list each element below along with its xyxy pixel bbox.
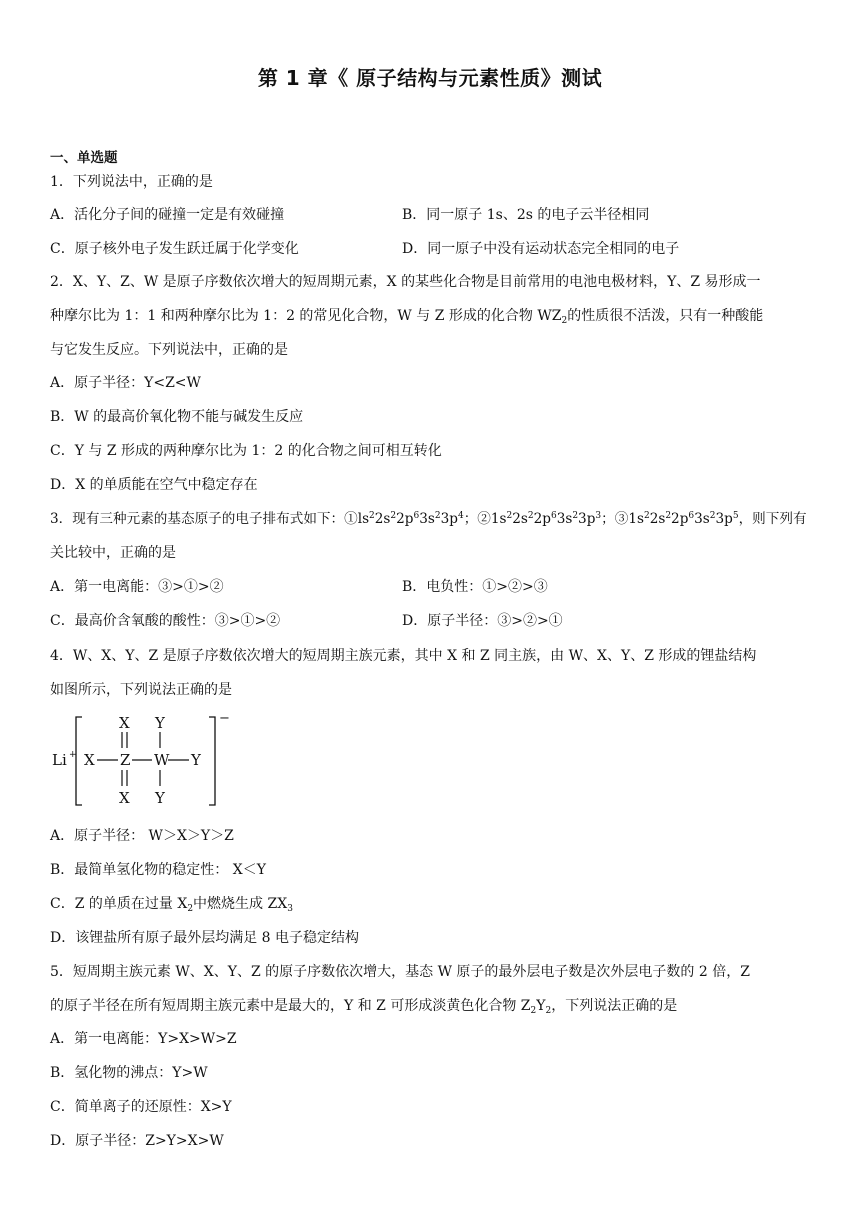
q1-options-row1 xyxy=(50,205,650,225)
q1-option-b: B．同一原子 1s、2s 的电子云半径相同 xyxy=(402,207,650,223)
atom-x-left: X xyxy=(84,751,95,769)
subscript: 2 xyxy=(545,1006,552,1016)
q2-option-d: D．X 的单质能在空气中稳定存在 xyxy=(50,477,258,493)
sup: 6 xyxy=(413,511,420,521)
sup: 4 xyxy=(457,511,464,521)
sup: 2 xyxy=(390,511,397,521)
sup: 3 xyxy=(595,511,602,521)
cation-li: Li xyxy=(52,751,67,769)
sup: 2 xyxy=(643,511,650,521)
separator: ； xyxy=(463,511,478,527)
section-heading: 一、单选题 xyxy=(50,150,118,166)
orbital: 3p xyxy=(715,511,733,527)
q2-stem-line1: 2．X、Y、Z、W 是原子序数依次增大的短周期元素，X 的某些化合物是目前常用的电池电极材料，Y、Z 易形成一 xyxy=(50,274,761,290)
q4-stem-line1: 4．W、X、Y、Z 是原子序数依次增大的短周期主族元素，其中 X 和 Z 同主族，由 W、X、Y、Z 形成的锂盐结构 xyxy=(50,648,757,664)
sup: 2 xyxy=(527,511,534,521)
q3-options-row2 xyxy=(50,611,563,631)
orbital: 3s xyxy=(694,511,710,527)
q2-option-a: A．原子半径：Y<Z<W xyxy=(50,375,201,391)
q2-option-c: C．Y 与 Z 形成的两种摩尔比为 1：2 的化合物之间可相互转化 xyxy=(50,443,442,459)
q3-stem-line2: 关比较中，正确的是 xyxy=(50,545,176,561)
separator: ； xyxy=(601,511,615,527)
q3-option-c: C．最高价含氧酸的酸性：③>①>② xyxy=(50,613,281,629)
sup: 2 xyxy=(665,511,672,521)
cation-charge: + xyxy=(69,750,77,760)
q5-option-a: A．第一电离能：Y>X>W>Z xyxy=(50,1031,237,1047)
q3-option-b: B．电负性：①>②>③ xyxy=(402,579,548,595)
q2-subscript: 2 xyxy=(561,316,568,326)
q1-options-row2 xyxy=(50,239,680,259)
orbital: 2s xyxy=(512,511,528,527)
orbital: 3p xyxy=(578,511,596,527)
q2-stem-line2 xyxy=(50,306,763,326)
q5-stem-text: ，下列说法正确的是 xyxy=(551,998,678,1014)
orbital: 2p xyxy=(671,511,689,527)
subscript: 2 xyxy=(530,1006,537,1016)
q3-config-3: ③1s xyxy=(614,511,644,527)
q4-option-d: D．该锂盐所有原子最外层均满足 8 电子稳定结构 xyxy=(50,930,360,946)
orbital: 2p xyxy=(396,511,414,527)
orbital: 2s xyxy=(374,511,391,527)
left-bracket xyxy=(76,717,82,805)
atom-y-top: Y xyxy=(155,714,165,732)
q3-config-1: ①ls xyxy=(344,511,370,527)
q3-option-d: D．原子半径：③>②>① xyxy=(402,613,563,629)
q2-option-b: B．W 的最高价氧化物不能与碱发生反应 xyxy=(50,409,304,425)
subscript: 3 xyxy=(287,904,293,914)
q5-stem-line1: 5．短周期主族元素 W、X、Y、Z 的原子序数依次增大，基态 W 原子的最外层电子数是次外层电子数的 2 倍，Z xyxy=(50,964,750,980)
sup: 2 xyxy=(709,511,716,521)
atom-x-top: X xyxy=(119,714,130,732)
subscript: 2 xyxy=(187,904,194,914)
sup: 2 xyxy=(369,511,375,521)
q1-option-d: D．同一原子中没有运动状态完全相同的电子 xyxy=(402,241,680,257)
q2-stem-text: 的性质很不活泼，只有一种酸能 xyxy=(567,308,764,324)
orbital: 2s xyxy=(649,511,666,527)
q4-option-c xyxy=(50,894,293,914)
q3-config-2: ②1s xyxy=(477,511,507,527)
atom-y-right: Y xyxy=(191,751,201,769)
atom-y-bottom: Y xyxy=(155,789,165,807)
q2-stem-line3: 与它发生反应。下列说法中，正确的是 xyxy=(50,342,288,358)
q3-stem-text: ，则下列有 xyxy=(738,511,807,527)
q3-stem-text: 3．现有三种元素的基态原子的电子排布式如下： xyxy=(50,511,345,527)
right-bracket xyxy=(209,717,215,805)
orbital: 3s xyxy=(419,511,435,527)
lithium-salt-structure xyxy=(50,710,240,810)
q5-option-d: D．原子半径：Z>Y>X>W xyxy=(50,1133,224,1149)
q5-stem-text: 的原子半径在所有短周期主族元素中是最大的，Y 和 Z 可形成淡黄色化合物 Z xyxy=(50,998,531,1014)
atom-z: Z xyxy=(120,751,131,769)
q4-option-b: B．最简单氢化物的稳定性： X＜Y xyxy=(50,862,266,878)
orbital: 3s xyxy=(556,511,573,527)
sup: 5 xyxy=(732,511,739,521)
orbital: 3p xyxy=(440,511,458,527)
sup: 6 xyxy=(550,511,557,521)
q4-option-a: A．原子半径： W＞X＞Y＞Z xyxy=(50,828,234,844)
q5-stem-text: Y xyxy=(536,998,546,1014)
q5-stem-line2 xyxy=(50,996,677,1016)
q2-stem-text: 种摩尔比为 1：1 和两种摩尔比为 1：2 的常见化合物，W 与 Z 形成的化合物 WZ xyxy=(50,308,562,324)
atom-w: W xyxy=(154,751,170,769)
q1-option-c: C．原子核外电子发生跃迁属于化学变化 xyxy=(50,241,299,257)
q4-stem-line2: 如图所示，下列说法正确的是 xyxy=(50,682,232,698)
sup: 2 xyxy=(572,511,579,521)
q5-option-c: C．简单离子的还原性：X>Y xyxy=(50,1099,232,1115)
atom-x-bottom: X xyxy=(119,789,130,807)
q3-option-a: A．第一电离能：③>①>② xyxy=(50,579,224,595)
q3-stem-line1 xyxy=(50,509,807,529)
q3-options-row1 xyxy=(50,577,548,597)
anion-charge: − xyxy=(219,711,230,726)
sup: 2 xyxy=(506,511,513,521)
orbital: 2p xyxy=(533,511,551,527)
sup: 6 xyxy=(688,511,695,521)
q1-option-a: A．活化分子间的碰撞一定是有效碰撞 xyxy=(50,207,285,223)
sup: 2 xyxy=(434,511,441,521)
q1-stem: 1．下列说法中，正确的是 xyxy=(50,174,213,190)
page-title: 第 1 章《 原子结构与元素性质》测试 xyxy=(257,66,603,90)
q4-option-c-text: C．Z 的单质在过量 X xyxy=(50,896,188,912)
q5-option-b: B．氢化物的沸点：Y>W xyxy=(50,1065,208,1081)
q4-option-c-text: 中燃烧生成 ZX xyxy=(193,896,288,912)
